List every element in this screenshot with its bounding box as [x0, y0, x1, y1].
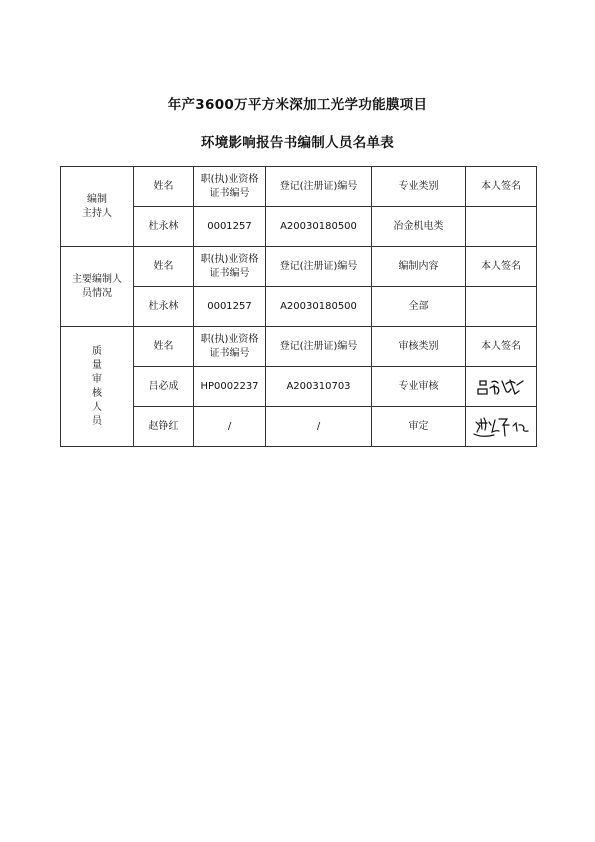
cell-reg: A20030180500: [266, 287, 372, 327]
header-qualification: [194, 327, 266, 367]
header-content: 编制内容: [372, 247, 466, 287]
header-registration: 登记(注册证)编号: [266, 247, 372, 287]
section-label-char: 员: [92, 415, 102, 427]
section-label-char: 审: [92, 373, 102, 385]
header-registration: 登记(注册证)编号: [266, 167, 372, 207]
cell-name: 吕必成: [134, 367, 194, 407]
cell-reg: /: [266, 407, 372, 447]
section-label-line: 员情况: [82, 287, 112, 299]
header-review-category: 审核类别: [372, 327, 466, 367]
document-subtitle: 环境影响报告书编制人员名单表: [200, 135, 395, 151]
cell-reg: A200310703: [266, 367, 372, 407]
header-signature: 本人签名: [466, 247, 537, 287]
host-header-row: [61, 167, 537, 207]
section-label-char: 质: [92, 345, 102, 357]
header-category: 专业类别: [372, 167, 466, 207]
staff-table: [60, 166, 537, 447]
section-label-quality: [61, 327, 134, 447]
cell-signature: [466, 287, 537, 327]
header-line: 证书编号: [209, 187, 250, 199]
section-label-main: [61, 247, 134, 327]
quality-header-row: [61, 327, 537, 367]
header-signature: 本人签名: [466, 327, 537, 367]
cell-cert: HP0002237: [194, 367, 266, 407]
header-line: 职(执)业资格: [200, 173, 259, 185]
header-registration: 登记(注册证)编号: [266, 327, 372, 367]
cell-category: 审定: [372, 407, 466, 447]
cell-name: 杜永林: [134, 207, 194, 247]
handwritten-signature: [466, 367, 537, 407]
header-name: 姓名: [134, 167, 194, 207]
signature-drawing: [475, 376, 527, 398]
header-qualification: [194, 247, 266, 287]
section-label-line: 主要编制人: [72, 273, 122, 285]
header-name: 姓名: [134, 327, 194, 367]
cell-cert: 0001257: [194, 287, 266, 327]
section-label-char: 核: [92, 387, 102, 399]
header-signature: 本人签名: [466, 167, 537, 207]
main-header-row: [61, 247, 537, 287]
cell-category: 专业审核: [372, 367, 466, 407]
section-label-line: 主持人: [82, 207, 112, 219]
header-line: 职(执)业资格: [200, 253, 259, 265]
section-label-line: 编制: [87, 193, 107, 205]
header-qualification: [194, 167, 266, 207]
cell-category: 冶金机电类: [372, 207, 466, 247]
cell-content: 全部: [372, 287, 466, 327]
document-title: 年产3600万平方米深加工光学功能膜项目: [167, 97, 428, 113]
signature-drawing: [471, 414, 531, 440]
section-label-char: 人: [92, 401, 102, 413]
cell-signature: [466, 207, 537, 247]
header-line: 证书编号: [209, 347, 250, 359]
header-line: 职(执)业资格: [200, 333, 259, 345]
section-label-host: [61, 167, 134, 247]
cell-name: 杜永林: [134, 287, 194, 327]
header-line: 证书编号: [209, 267, 250, 279]
section-label-char: 量: [92, 359, 102, 371]
header-name: 姓名: [134, 247, 194, 287]
cell-cert: /: [194, 407, 266, 447]
handwritten-signature: [466, 407, 537, 447]
cell-name: 赵铮红: [134, 407, 194, 447]
cell-cert: 0001257: [194, 207, 266, 247]
cell-reg: A20030180500: [266, 207, 372, 247]
